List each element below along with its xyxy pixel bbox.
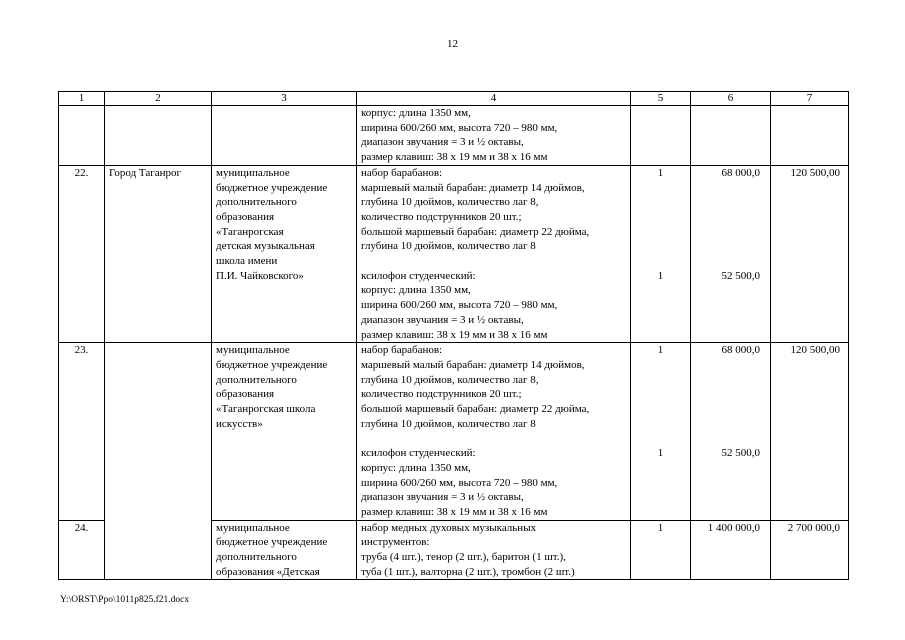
text-line: глубина 10 дюймов, количество лаг 8 <box>361 417 536 430</box>
text-line: ширина 600/260 мм, высота 720 – 980 мм, <box>361 476 558 489</box>
quantity: 1 <box>631 520 691 580</box>
total-amount: 2 700 000,0 <box>771 520 849 580</box>
text-line: набор барабанов: <box>361 166 443 179</box>
text-line: ширина 600/260 мм, высота 720 – 980 мм, <box>361 299 558 312</box>
text-line: маршевый малый барабан: диаметр 14 дюймов, <box>361 358 585 371</box>
text-line: количество подструнников 20 шт.; <box>361 210 522 223</box>
price: 52 500,0 <box>721 269 760 282</box>
page-number: 12 <box>447 38 458 50</box>
text-line: туба (1 шт.), валторна (2 шт.), тромбон (2 шт.) <box>361 565 575 578</box>
column-number: 3 <box>212 92 357 106</box>
text-line: дополнительного <box>216 551 297 564</box>
text-line: образования <box>216 388 275 401</box>
text-line: «Таганрогская школа <box>216 403 316 416</box>
table-row-23 <box>59 343 849 520</box>
quantity-cell <box>631 165 691 342</box>
text-line: бюджетное учреждение <box>216 536 328 549</box>
text-line: муниципальное <box>216 344 290 357</box>
total-amount: 120 500,00 <box>771 165 849 342</box>
quantity-cell <box>631 343 691 520</box>
column-number-row <box>59 92 849 106</box>
quantity: 1 <box>657 166 664 179</box>
text-line: муниципальное <box>216 166 290 179</box>
text-line: размер клавиш: 38 х 19 мм и 38 х 16 мм <box>361 328 548 341</box>
text-line: инструментов: <box>361 536 430 549</box>
text-line: ксилофон студенческий: <box>361 269 476 282</box>
text-line: муниципальное <box>216 521 290 534</box>
text-line: диапазон звучания = 3 и ½ октавы, <box>361 136 524 149</box>
column-number: 6 <box>691 92 771 106</box>
text-line: образования «Детская <box>216 565 320 578</box>
text-line: набор медных духовых музыкальных <box>361 521 537 534</box>
text-line: набор барабанов: <box>361 344 443 357</box>
price-cell <box>691 165 771 342</box>
text-line: ксилофон студенческий: <box>361 447 476 460</box>
price: 1 400 000,0 <box>691 520 771 580</box>
file-path-footer: Y:\ORST\Ppo\1011p825.f21.docx <box>60 595 190 605</box>
column-number: 2 <box>105 92 212 106</box>
row-number: 22. <box>59 165 105 342</box>
text-line: школа имени <box>216 255 278 268</box>
text-line: ширина 600/260 мм, высота 720 – 980 мм, <box>361 121 558 134</box>
item-description <box>357 106 631 166</box>
institution-name <box>212 520 357 580</box>
text-line: корпус: длина 1350 мм, <box>361 107 471 119</box>
text-line: большой маршевый барабан: диаметр 22 дюйма, <box>361 225 590 238</box>
total-amount: 120 500,00 <box>771 343 849 520</box>
price: 68 000,0 <box>721 166 760 179</box>
text-line: П.И. Чайковского» <box>216 269 304 282</box>
text-line: образования <box>216 210 275 223</box>
text-line: бюджетное учреждение <box>216 181 328 194</box>
text-line: размер клавиш: 38 х 19 мм и 38 х 16 мм <box>361 505 548 518</box>
text-line: маршевый малый барабан: диаметр 14 дюймов, <box>361 181 585 194</box>
column-number: 7 <box>771 92 849 106</box>
row-number: 23. <box>59 343 105 520</box>
quantity: 1 <box>657 269 664 282</box>
text-line: корпус: длина 1350 мм, <box>361 284 471 297</box>
municipality: Город Таганрог <box>105 165 212 342</box>
municipality-merged <box>105 343 212 580</box>
text-line: труба (4 шт.), тенор (2 шт.), баритон (1 шт.), <box>361 551 566 564</box>
item-description <box>357 520 631 580</box>
text-line: дополнительного <box>216 373 297 386</box>
column-number: 4 <box>357 92 631 106</box>
text-line: глубина 10 дюймов, количество лаг 8 <box>361 240 536 253</box>
row-number: 24. <box>59 520 105 580</box>
equipment-table <box>58 91 849 580</box>
table-row-continuation <box>59 106 849 166</box>
price-cell <box>691 343 771 520</box>
text-line: искусств» <box>216 417 263 430</box>
text-line: количество подструнников 20 шт.; <box>361 388 522 401</box>
column-number: 5 <box>631 92 691 106</box>
institution-name <box>212 165 357 342</box>
text-line: дополнительного <box>216 196 297 209</box>
column-number: 1 <box>59 92 105 106</box>
text-line: «Таганрогская <box>216 225 284 238</box>
price: 52 500,0 <box>721 447 760 460</box>
text-line: бюджетное учреждение <box>216 358 328 371</box>
text-line: детская музыкальная <box>216 240 315 253</box>
quantity: 1 <box>657 447 664 460</box>
item-description <box>357 343 631 520</box>
text-line: глубина 10 дюймов, количество лаг 8, <box>361 196 539 209</box>
institution-name <box>212 343 357 520</box>
price: 68 000,0 <box>721 344 760 357</box>
text-line: корпус: длина 1350 мм, <box>361 461 471 474</box>
text-line: диапазон звучания = 3 и ½ октавы, <box>361 491 524 504</box>
text-line: размер клавиш: 38 х 19 мм и 38 х 16 мм <box>361 151 548 164</box>
item-description <box>357 165 631 342</box>
quantity: 1 <box>657 344 664 357</box>
table-row-22 <box>59 165 849 342</box>
text-line: диапазон звучания = 3 и ½ октавы, <box>361 313 524 326</box>
text-line: большой маршевый барабан: диаметр 22 дюйма, <box>361 403 590 416</box>
text-line: глубина 10 дюймов, количество лаг 8, <box>361 373 539 386</box>
